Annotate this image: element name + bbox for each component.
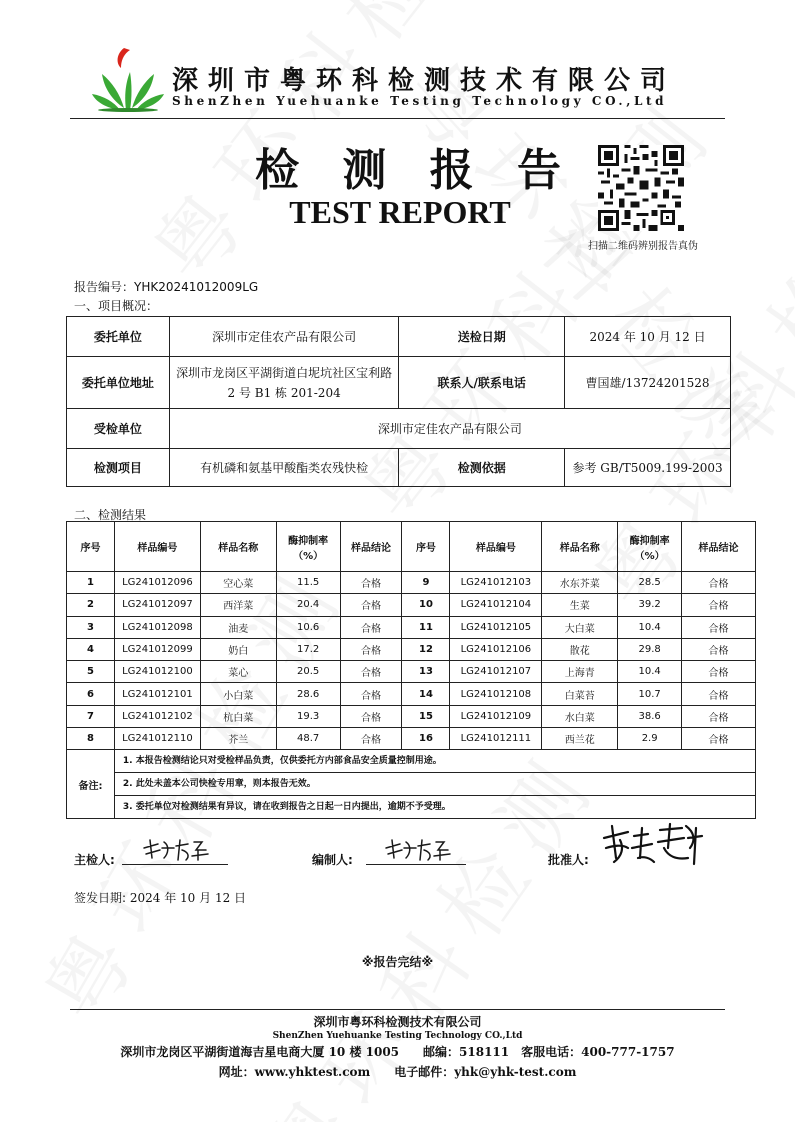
sample-id: LG241012098 [114, 616, 200, 638]
sample-name: 西兰花 [542, 728, 618, 750]
inhibition-rate: 28.6 [276, 683, 340, 705]
sample-conclusion: 合格 [682, 705, 756, 727]
sample-name: 奶白 [200, 638, 276, 660]
header-conclusion: 样品结论 [340, 522, 402, 572]
qr-code [598, 145, 684, 231]
header-no: 序号 [402, 522, 450, 572]
inspected-unit-label: 受检单位 [67, 409, 170, 449]
report-end-marker: ※报告完结※ [361, 955, 434, 969]
issue-date [74, 889, 246, 906]
sample-name: 生菜 [542, 594, 618, 616]
sample-id: LG241012100 [114, 661, 200, 683]
sample-id: LG241012101 [114, 683, 200, 705]
header-inhibition-rate-line1: 酶抑制率 [629, 535, 670, 547]
sample-conclusion: 合格 [682, 572, 756, 594]
sample-conclusion: 合格 [682, 638, 756, 660]
sample-name: 空心菜 [200, 572, 276, 594]
inhibition-rate: 20.5 [276, 661, 340, 683]
sample-no: 9 [402, 572, 450, 594]
sample-no: 1 [67, 572, 115, 594]
footer-company-cn: 深圳市粤环科检测技术有限公司 [313, 1015, 482, 1029]
sample-conclusion: 合格 [682, 616, 756, 638]
header-sample-id: 样品编号 [114, 522, 200, 572]
sample-no: 5 [67, 661, 115, 683]
note-line: 2. 此处未盖本公司快检专用章，则本报告无效。 [115, 773, 755, 796]
sample-conclusion: 合格 [340, 661, 402, 683]
sample-conclusion: 合格 [340, 594, 402, 616]
sample-conclusion: 合格 [340, 683, 402, 705]
test-basis-label: 检测依据 [399, 449, 565, 487]
company-name-cn: 深圳市粤环科检测技术有限公司 [172, 66, 677, 96]
inhibition-rate: 11.5 [276, 572, 340, 594]
sample-id: LG241012105 [450, 616, 542, 638]
client-label: 委托单位 [67, 317, 170, 357]
compiler-signature [382, 834, 454, 864]
report-title-en: TEST REPORT [289, 194, 511, 230]
sample-id: LG241012097 [114, 594, 200, 616]
sample-no: 11 [402, 616, 450, 638]
inhibition-rate: 10.7 [618, 683, 682, 705]
table-row [67, 594, 756, 616]
sample-no: 6 [67, 683, 115, 705]
inhibition-rate: 20.4 [276, 594, 340, 616]
note-line: 3. 委托单位对检测结果有异议，请在收到报告之日起一日内提出，逾期不予受理。 [122, 802, 451, 813]
table-row [67, 572, 756, 594]
sample-name: 杭白菜 [200, 705, 276, 727]
table-row [67, 705, 756, 727]
inhibition-rate: 10.6 [276, 616, 340, 638]
sample-id: LG241012109 [450, 705, 542, 727]
inspector-signature [140, 834, 212, 864]
submit-date-label: 送检日期 [399, 317, 565, 357]
project-info-table [66, 316, 731, 487]
sample-no: 2 [67, 594, 115, 616]
client-value: 深圳市定佳农产品有限公司 [169, 317, 399, 357]
header-inhibition-rate-line1: 酶抑制率 [288, 535, 329, 547]
test-item-value: 有机磷和氨基甲酸酯类农残快检 [169, 449, 399, 487]
sample-conclusion: 合格 [682, 661, 756, 683]
header-inhibition-rate-line2: （%） [293, 550, 324, 562]
table-row [67, 616, 756, 638]
section-results-title: 二、检测结果 [74, 508, 147, 522]
footer-address-contact: 深圳市龙岗区平湖街道海吉星电商大厦 10 楼 1005 邮编：518111 客服电话：400-777-1757 [120, 1045, 675, 1059]
notes-label: 备注: [67, 750, 115, 819]
issue-date-label: 签发日期: [74, 891, 127, 905]
header-divider [70, 118, 725, 119]
report-title-cn: 检 测 报 告 [255, 145, 575, 196]
client-address-value: 深圳市龙岗区平湖街道白坭坑社区宝利路 2 号 B1 栋 201-204 [169, 357, 399, 409]
table-row [67, 683, 756, 705]
header-inhibition-rate-line2: （%） [634, 550, 665, 562]
header-no: 序号 [67, 522, 115, 572]
sample-name: 菜心 [200, 661, 276, 683]
sample-id: LG241012096 [114, 572, 200, 594]
section-project-overview-title: 一、项目概况： [74, 299, 159, 313]
sample-name: 大白菜 [542, 616, 618, 638]
approver-label: 批准人: [548, 853, 589, 867]
company-logo [90, 44, 166, 112]
sample-conclusion: 合格 [682, 683, 756, 705]
compiler-label: 编制人: [312, 853, 353, 867]
sample-id: LG241012108 [450, 683, 542, 705]
header-sample-id: 样品编号 [450, 522, 542, 572]
client-address-label: 委托单位地址 [67, 357, 170, 409]
table-row [67, 728, 756, 750]
footer-divider [70, 1009, 725, 1010]
approver-signature [598, 818, 708, 868]
inspector-label: 主检人: [74, 853, 115, 867]
sample-id: LG241012106 [450, 638, 542, 660]
sample-id: LG241012111 [450, 728, 542, 750]
note-line: 1. 本报告检测结论只对受检样品负责，仅供委托方内部食品安全质量控制用途。 [115, 750, 755, 773]
footer-company-en: ShenZhen Yuehuanke Testing Technology CO.,Ltd [272, 1031, 523, 1041]
sample-no: 8 [67, 728, 115, 750]
sample-no: 3 [67, 616, 115, 638]
footer-website-email: 网址：www.yhktest.com 电子邮件：yhk@yhk-test.com [218, 1065, 577, 1079]
sample-name: 水东芥菜 [542, 572, 618, 594]
sample-no: 14 [402, 683, 450, 705]
header-sample-name: 样品名称 [542, 522, 618, 572]
sample-conclusion: 合格 [340, 638, 402, 660]
sample-no: 12 [402, 638, 450, 660]
inhibition-rate: 48.7 [276, 728, 340, 750]
sample-conclusion: 合格 [340, 616, 402, 638]
contact-label: 联系人/联系电话 [399, 357, 565, 409]
sample-id: LG241012107 [450, 661, 542, 683]
test-basis-value: 参考 GB/T5009.199-2003 [565, 449, 731, 487]
sample-conclusion: 合格 [682, 728, 756, 750]
header-inhibition-rate [618, 522, 682, 572]
qr-caption: 扫描二维码辨别报告真伪 [588, 241, 698, 252]
sample-conclusion: 合格 [340, 572, 402, 594]
inhibition-rate: 10.4 [618, 661, 682, 683]
sample-no: 15 [402, 705, 450, 727]
inhibition-rate: 10.4 [618, 616, 682, 638]
sample-no: 4 [67, 638, 115, 660]
results-table [66, 521, 756, 819]
sample-no: 10 [402, 594, 450, 616]
compiler-signature-line [366, 864, 466, 865]
header-sample-name: 样品名称 [200, 522, 276, 572]
sample-id: LG241012102 [114, 705, 200, 727]
inhibition-rate: 28.5 [618, 572, 682, 594]
sample-id: LG241012104 [450, 594, 542, 616]
submit-date-value: 2024 年 10 月 12 日 [565, 317, 731, 357]
sample-name: 芥兰 [200, 728, 276, 750]
sample-id: LG241012103 [450, 572, 542, 594]
table-row [67, 661, 756, 683]
issue-date-value: 2024 年 10 月 12 日 [129, 891, 247, 905]
test-item-label: 检测项目 [67, 449, 170, 487]
sample-id: LG241012099 [114, 638, 200, 660]
inhibition-rate: 17.2 [276, 638, 340, 660]
inhibition-rate: 19.3 [276, 705, 340, 727]
sample-name: 小白菜 [200, 683, 276, 705]
sample-conclusion: 合格 [340, 728, 402, 750]
sample-name: 散花 [542, 638, 618, 660]
notes-cell [114, 750, 755, 819]
inhibition-rate: 29.8 [618, 638, 682, 660]
inhibition-rate: 2.9 [618, 728, 682, 750]
report-number: 报告编号：YHK20241012009LG [74, 280, 259, 294]
sample-name: 油麦 [200, 616, 276, 638]
inhibition-rate: 39.2 [618, 594, 682, 616]
sample-conclusion: 合格 [340, 705, 402, 727]
sample-name: 西洋菜 [200, 594, 276, 616]
inspector-signature-line [122, 864, 228, 865]
company-name-en: ShenZhen Yuehuanke Testing Technology CO.,Ltd [172, 94, 668, 108]
inhibition-rate: 38.6 [618, 705, 682, 727]
sample-conclusion: 合格 [682, 594, 756, 616]
header-inhibition-rate [276, 522, 340, 572]
sample-name: 白菜苔 [542, 683, 618, 705]
sample-name: 水白菜 [542, 705, 618, 727]
contact-value: 曹国雄/13724201528 [565, 357, 731, 409]
sample-name: 上海青 [542, 661, 618, 683]
sample-no: 7 [67, 705, 115, 727]
sample-id: LG241012110 [114, 728, 200, 750]
inspected-unit-value: 深圳市定佳农产品有限公司 [169, 409, 730, 449]
table-row [67, 638, 756, 660]
sample-no: 16 [402, 728, 450, 750]
sample-no: 13 [402, 661, 450, 683]
header-conclusion: 样品结论 [682, 522, 756, 572]
